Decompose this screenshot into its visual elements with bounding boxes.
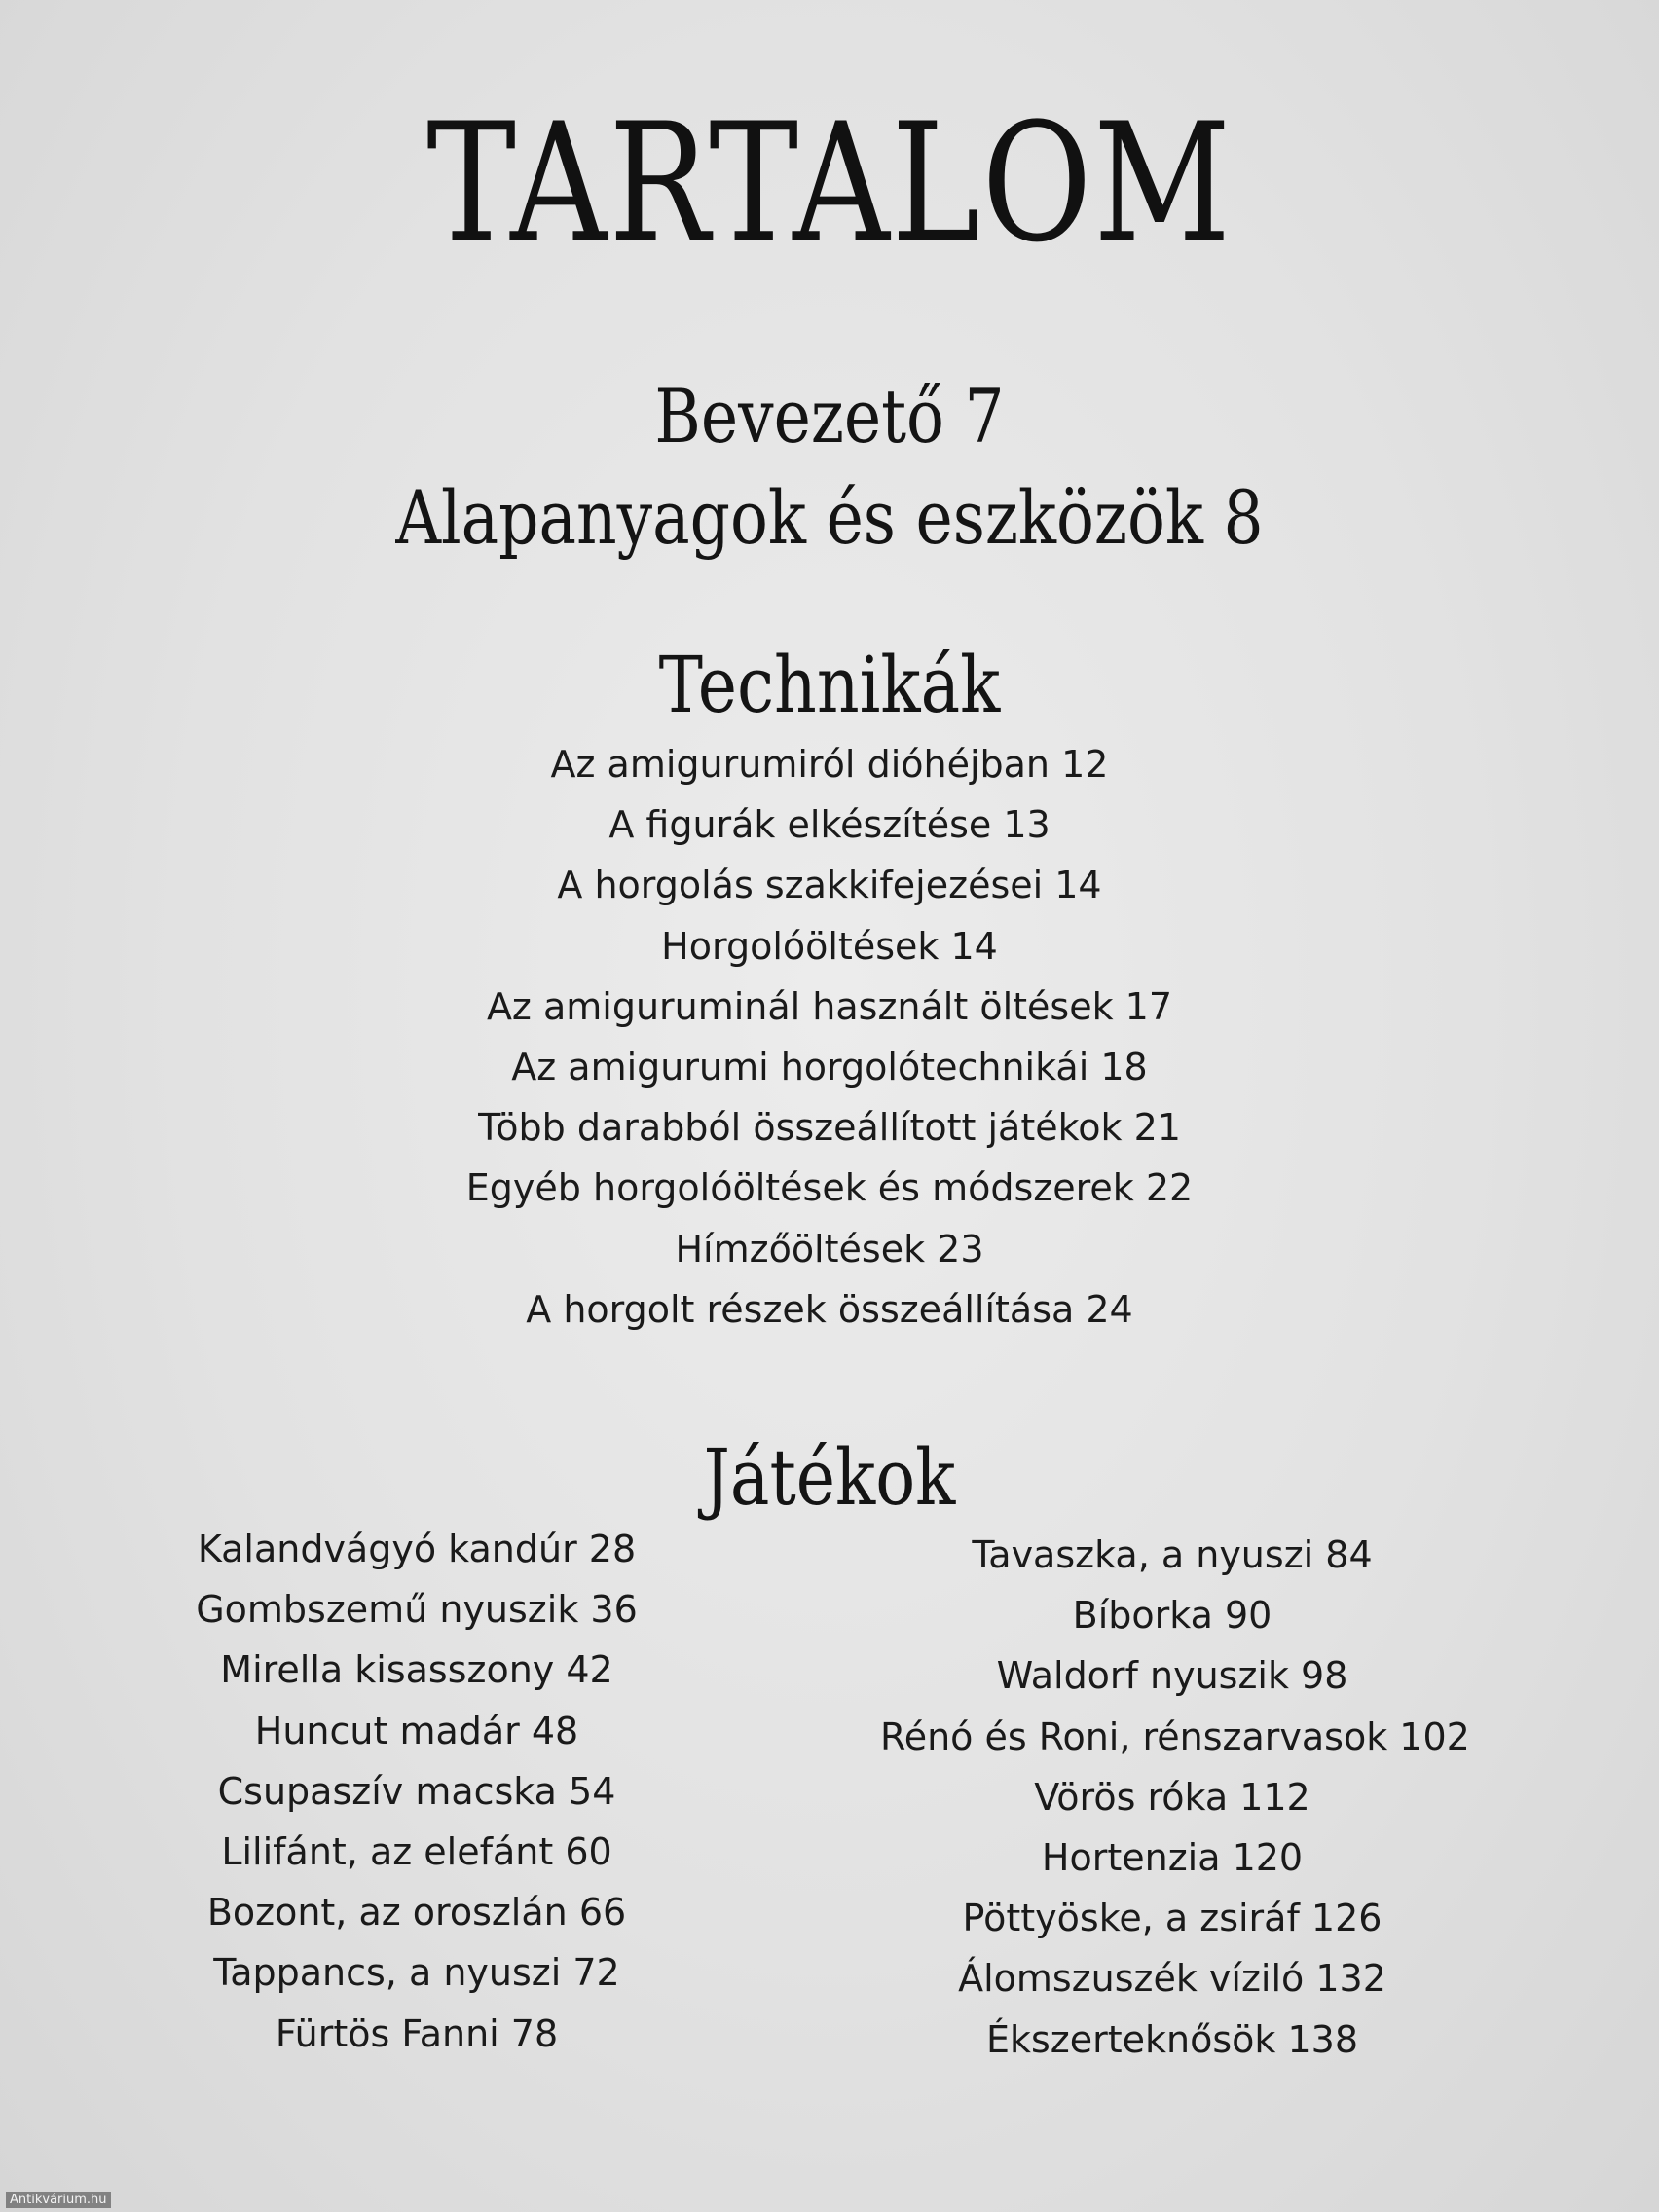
toc-entry: Tavaszka, a nyuszi 84 <box>972 1533 1373 1576</box>
watermark: Antikvárium.hu <box>6 2192 111 2208</box>
intro-entry-alapanyagok: Alapanyagok és eszközök 8 <box>395 474 1264 561</box>
toc-entry: Tappancs, a nyuszi 72 <box>213 1951 620 1995</box>
toc-entry: Waldorf nyuszik 98 <box>996 1654 1348 1698</box>
toc-entry: Hímzőöltések 23 <box>675 1227 984 1271</box>
toc-entry: Horgolóöltések 14 <box>661 924 998 968</box>
toc-entry: Mirella kisasszony 42 <box>220 1648 613 1692</box>
toc-entry: Lilifánt, az elefánt 60 <box>221 1829 612 1873</box>
intro-entry-bevezeto: Bevezető 7 <box>654 373 1005 460</box>
toc-entry: Az amigurumiról dióhéjban 12 <box>550 743 1109 786</box>
toc-entry: Csupaszív macska 54 <box>217 1769 616 1813</box>
toc-entry: A horgolt részek összeállítása 24 <box>526 1287 1133 1331</box>
toc-entry: A figurák elkészítése 13 <box>608 803 1051 847</box>
toys-list-left-column <box>125 1519 709 2064</box>
toc-entry: Pöttyöske, a zsiráf 126 <box>962 1897 1382 1940</box>
section-heading-toys: Játékok <box>703 1432 956 1523</box>
toc-entry: Huncut madár 48 <box>254 1709 579 1752</box>
section-heading-techniques: Technikák <box>658 640 1001 730</box>
toc-entry: Az amigurumi horgolótechnikái 18 <box>511 1045 1148 1088</box>
toc-entry: Fürtös Fanni 78 <box>275 2011 559 2055</box>
toc-entry: Bíborka 90 <box>1072 1594 1272 1638</box>
toc-entry: Kalandvágyó kandúr 28 <box>197 1528 637 1570</box>
toc-entry: Hortenzia 120 <box>1041 1835 1304 1879</box>
toc-entry: Vörös róka 112 <box>1034 1775 1310 1819</box>
toc-entry: Bozont, az oroszlán 66 <box>206 1891 627 1935</box>
toc-entry: Gombszemű nyuszik 36 <box>196 1588 638 1632</box>
toc-entry: Egyéb horgolóöltések és módszerek 22 <box>465 1166 1194 1210</box>
toc-entry: Rénó és Roni, rénszarvasok 102 <box>880 1714 1470 1758</box>
toc-entry: Ékszerteknősök 138 <box>985 2017 1359 2061</box>
toc-entry: Álomszuszék víziló 132 <box>958 1957 1386 2001</box>
toc-entry: A horgolás szakkifejezései 14 <box>557 864 1102 907</box>
toc-entry: Az amiguruminál használt öltések 17 <box>486 984 1173 1028</box>
toc-entry: Több darabból összeállított játékok 21 <box>478 1106 1181 1150</box>
page-title: TARTALOM <box>426 88 1233 278</box>
techniques-list <box>343 734 1316 1340</box>
toys-list-right-column <box>880 1525 1470 2070</box>
